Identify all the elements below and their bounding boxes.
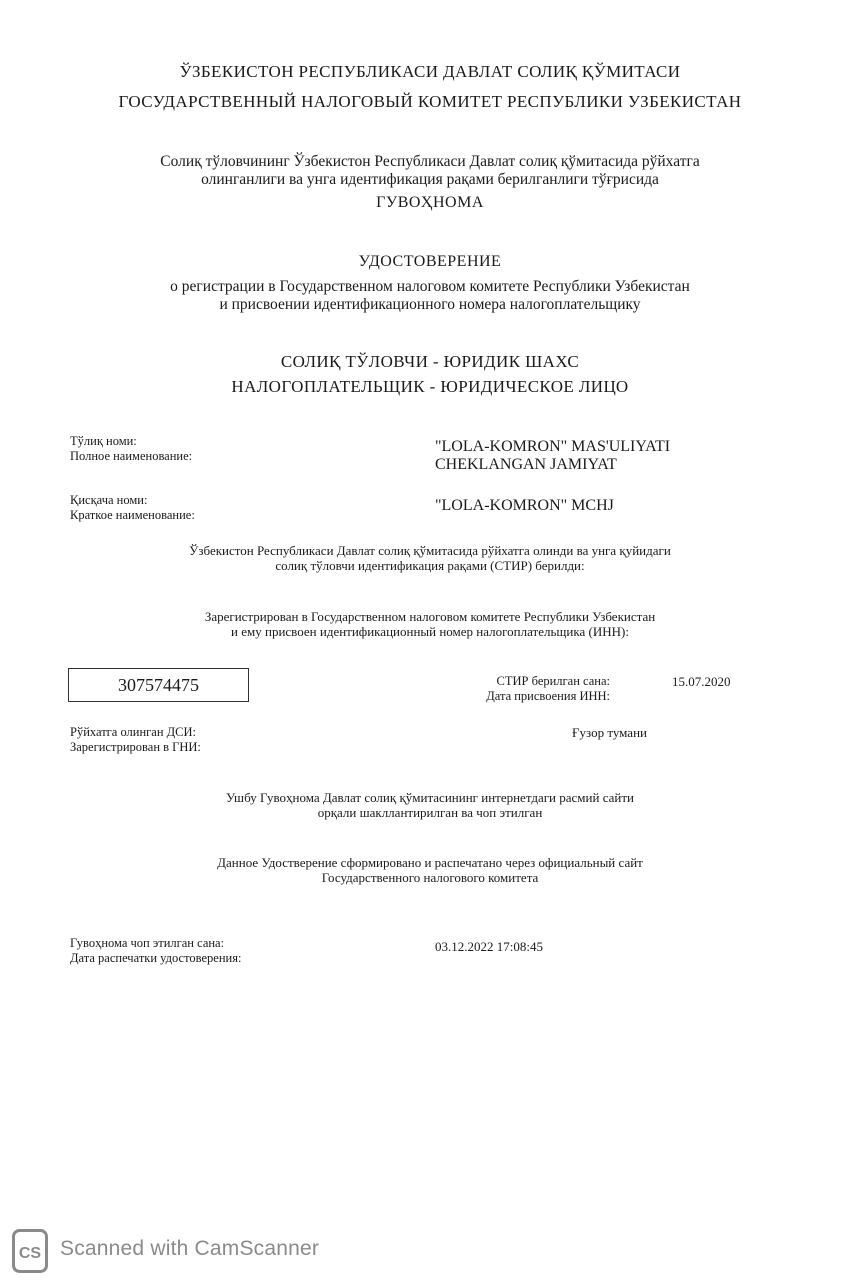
tax-office-label-ru: Зарегистрирован в ГНИ: xyxy=(70,740,201,754)
taxpayer-type-ru: НАЛОГОПЛАТЕЛЬЩИК - ЮРИДИЧЕСКОЕ ЛИЦО xyxy=(231,377,629,396)
short-name-label-uz: Қисқача номи: xyxy=(70,493,148,507)
full-name-label-uz: Тўлиқ номи: xyxy=(70,434,137,448)
taxpayer-type-uz: СОЛИҚ ТЎЛОВЧИ - ЮРИДИК ШАХС xyxy=(280,352,580,371)
tax-office-label-uz: Рўйхатга олинган ДСИ: xyxy=(70,725,197,739)
short-name-value: "LOLA-KOMRON" MCHJ xyxy=(435,497,614,514)
full-name-value-line1: "LOLA-KOMRON" MAS'ULIYATI xyxy=(435,438,671,455)
note-ru-line1: Данное Удостверение сформировано и распечатано через официальный сайт xyxy=(217,855,643,870)
registered-ru-line1: Зарегистрирован в Государственном налоговом комитете Республики Узбекистан xyxy=(204,609,656,624)
camscanner-logo-text: CS xyxy=(18,1245,42,1262)
cert-ru-title: УДОСТОВЕРЕНИЕ xyxy=(358,253,502,270)
camscanner-watermark-text: Scanned with CamScanner xyxy=(60,1237,320,1260)
full-name-label-ru: Полное наименование: xyxy=(70,449,193,463)
inn-number-box: 307574475 xyxy=(68,668,249,702)
cert-ru-line1: о регистрации в Государственном налоговом комитете Республики Узбекистан xyxy=(170,278,690,295)
note-uz-line1: Ушбу Гувоҳнома Давлат солиқ қўмитасининг интернетдаги расмий сайти xyxy=(226,790,634,805)
header-uz-title: ЎЗБЕКИСТОН РЕСПУБЛИКАСИ ДАВЛАТ СОЛИҚ ҚЎМИТАСИ xyxy=(179,62,681,81)
tax-office-value: Ғузор тумани xyxy=(572,725,647,740)
inn-date-label-ru: Дата присвоения ИНН: xyxy=(486,689,610,703)
inn-date-label-uz: СТИР берилган сана: xyxy=(496,674,610,688)
print-date-value: 03.12.2022 17:08:45 xyxy=(435,939,543,954)
registered-uz-line2: солиқ тўловчи идентификация рақами (СТИР) берилди: xyxy=(275,558,585,573)
short-name-label-ru: Краткое наименование: xyxy=(70,508,195,522)
cert-uz-line2: олинганлиги ва унга идентификация рақами берилганлиги тўғрисида xyxy=(201,171,659,188)
print-date-label-ru: Дата распечатки удостоверения: xyxy=(70,951,242,965)
print-date-label-uz: Гувоҳнома чоп этилган сана: xyxy=(70,936,225,950)
header-ru-title: ГОСУДАРСТВЕННЫЙ НАЛОГОВЫЙ КОМИТЕТ РЕСПУБЛИКИ УЗБЕКИСТАН xyxy=(118,92,742,111)
note-uz-line2: орқали шакллантирилган ва чоп этилган xyxy=(317,805,543,820)
registered-uz-line1: Ўзбекистон Республикаси Давлат солиқ қўмитасида рўйхатга олинди ва унга қуйидаги xyxy=(189,543,671,558)
cert-uz-title: ГУВОҲНОМА xyxy=(376,194,484,211)
inn-date-value: 15.07.2020 xyxy=(672,674,731,689)
cert-ru-line2: и присвоении идентификационного номера налогоплательщику xyxy=(219,296,641,313)
full-name-value-line2: CHEKLANGAN JAMIYAT xyxy=(435,456,617,473)
note-ru-line2: Государственного налогового комитета xyxy=(321,870,539,885)
camscanner-logo-icon xyxy=(12,1229,48,1273)
cert-uz-line1: Солиқ тўловчининг Ўзбекистон Республикаси Давлат солиқ қўмитасида рўйхатга xyxy=(160,153,700,170)
registered-ru-line2: и ему присвоен идентификационный номер налогоплательщика (ИНН): xyxy=(231,624,629,639)
